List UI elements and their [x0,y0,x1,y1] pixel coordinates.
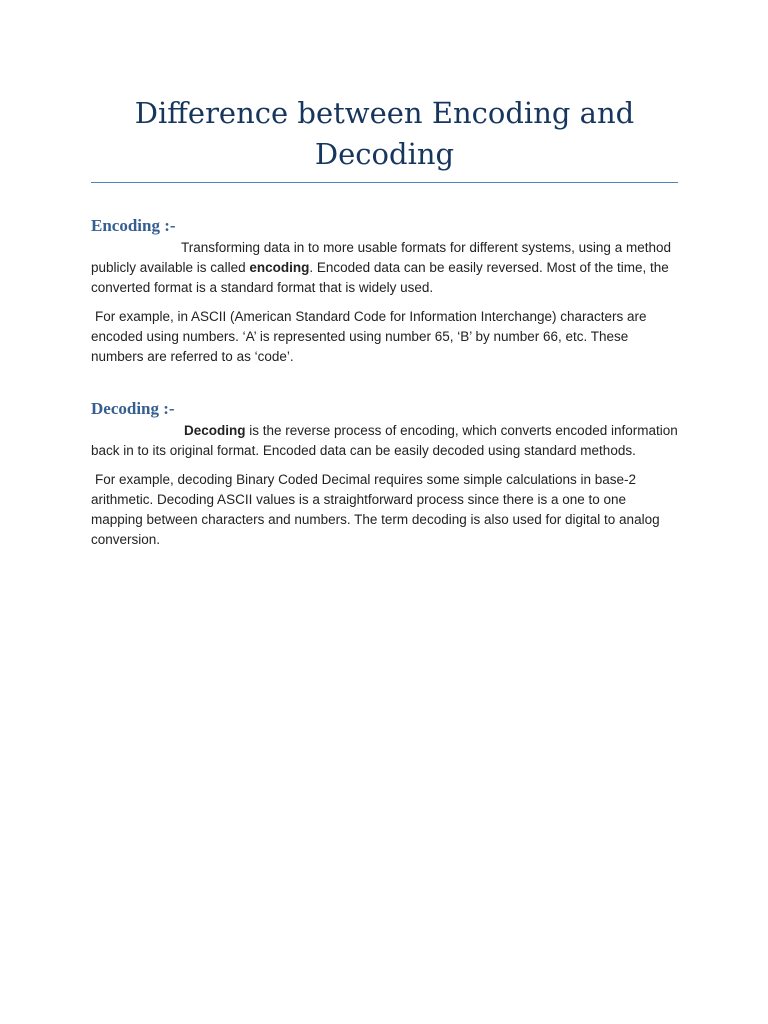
paragraph-indent [91,423,184,438]
decoding-example-paragraph [91,470,678,550]
title-divider [91,182,678,183]
decoding-example-text: For example, decoding Binary Coded Decimal requires some simple calculations in base-2 arithmetic. Decoding ASCII values is a straightforward process since there is a one to one mapping between characters and numbers. The term decoding is also used for digital to analog conversion. [91,472,660,547]
encoding-heading: Encoding :- [91,216,176,235]
encoding-definition-text-end: . Encoded data can be easily reversed. Most of the time, the converted format is a standard format that is widely used. [91,260,669,295]
decoding-section [91,399,678,550]
encoding-term: encoding [249,260,310,275]
encoding-definition-text-start: Transforming data in to more usable formats for different systems, using a method publicly available is called [91,240,671,275]
decoding-term: Decoding [184,423,246,438]
encoding-example-paragraph [91,307,678,367]
encoding-section [91,216,678,367]
decoding-heading: Decoding :- [91,399,175,418]
decoding-definition-paragraph [91,421,678,461]
page-title: Difference between Encoding and Decoding [134,96,635,171]
page-content [91,0,678,550]
encoding-definition-paragraph [91,238,678,298]
encoding-example-text: For example, in ASCII (American Standard Code for Information Interchange) characters are encoded using numbers. ‘A’ is represented using number 65, ‘B’ by number 66, etc. These numbers are referred to as ‘code’. [91,309,647,364]
paragraph-indent [91,240,181,255]
decoding-definition-text: is the reverse process of encoding, which converts encoded information back in to its original format. Encoded data can be easily decoded using standard methods. [91,423,678,458]
